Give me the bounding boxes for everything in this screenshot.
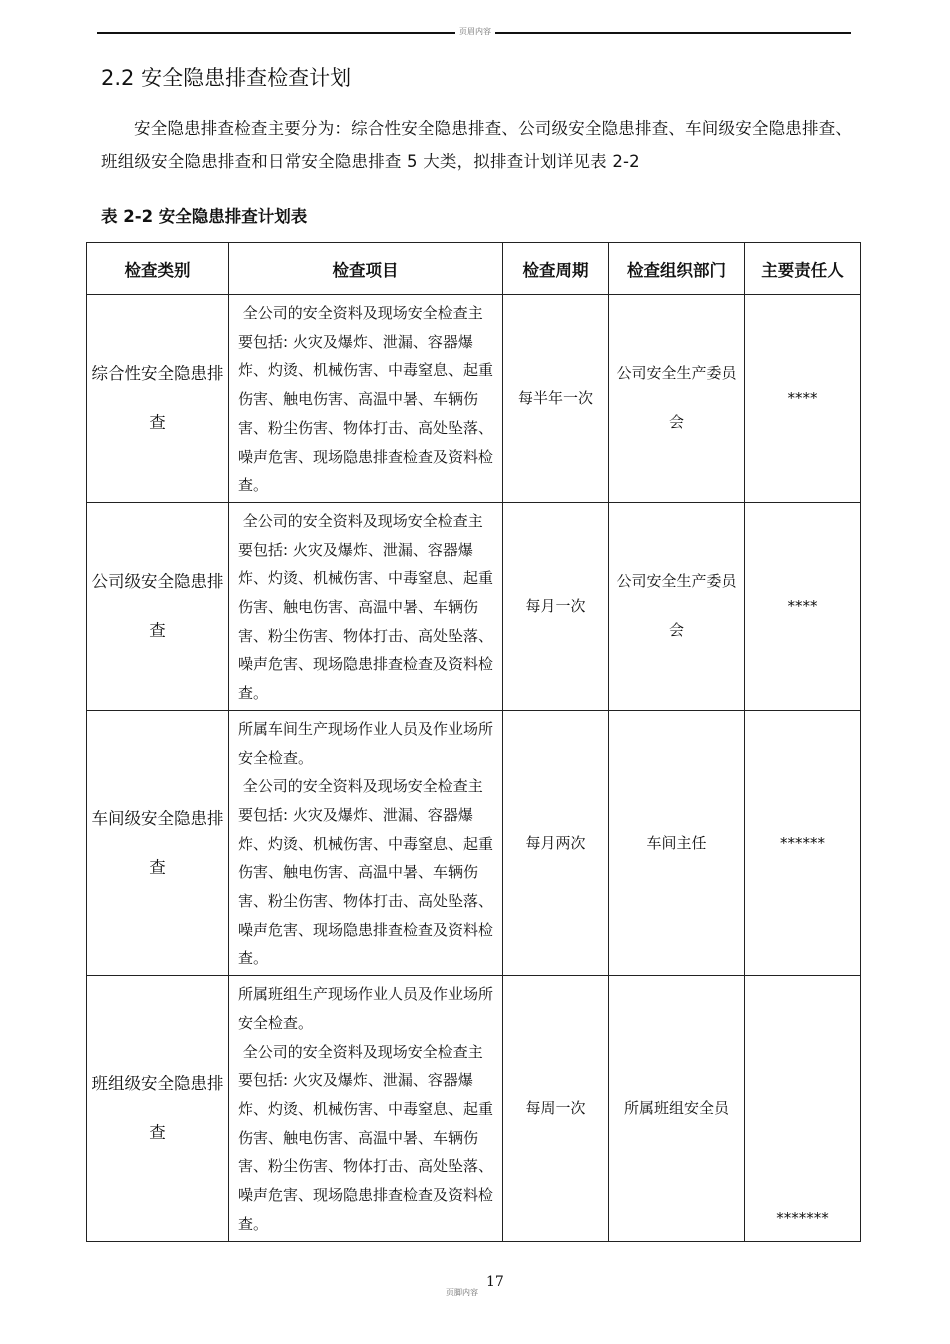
row-period: 每月两次 xyxy=(503,710,609,975)
row-period: 每半年一次 xyxy=(503,295,609,503)
row-department: 车间主任 xyxy=(609,710,745,975)
row-person: ****** xyxy=(745,710,861,975)
table-row xyxy=(87,710,861,975)
row-items xyxy=(229,295,503,503)
table-caption: 表 2-2 安全隐患排查计划表 xyxy=(101,207,308,226)
header-person: 主要责任人 xyxy=(745,243,861,295)
row-items xyxy=(229,502,503,710)
row-items xyxy=(229,976,503,1241)
row-items-pre-text: 所属班组生产现场作业人员及作业场所安全检查。 xyxy=(238,985,494,1032)
header-department: 检查组织部门 xyxy=(609,243,745,295)
table-header-row xyxy=(87,243,861,295)
header-items: 检查项目 xyxy=(229,243,503,295)
page-footer: 页脚内容 xyxy=(446,1288,478,1297)
row-category: 车间级安全隐患排查 xyxy=(87,710,229,975)
inspection-plan-table xyxy=(86,242,861,1242)
section-title: 2.2 安全隐患排查检查计划 xyxy=(101,66,352,90)
table-row xyxy=(87,976,861,1241)
row-department: 公司安全生产委员会 xyxy=(609,295,745,503)
row-category: 公司级安全隐患排查 xyxy=(87,502,229,710)
row-items-text: 全公司的安全资料及现场安全检查主要包括: 火灾及爆炸、泄漏、容器爆炸、灼烫、机械伤害、中毒窒息、起重伤害、触电伤害、高温中暑、车辆伤害、粉尘伤害、物体打击、高处坠落、噪声危害、现场隐患排查检查及资料检查。 xyxy=(238,1042,494,1233)
row-items-text: 全公司的安全资料及现场安全检查主要包括: 火灾及爆炸、泄漏、容器爆炸、灼烫、机械伤害、中毒窒息、起重伤害、触电伤害、高温中暑、车辆伤害、粉尘伤害、物体打击、高处坠落、噪声危害、现场隐患排查检查及资料检查。 xyxy=(238,511,494,703)
row-category: 班组级安全隐患排查 xyxy=(87,976,229,1241)
row-period: 每周一次 xyxy=(503,976,609,1241)
row-period: 每月一次 xyxy=(503,502,609,710)
header-category: 检查类别 xyxy=(87,243,229,295)
header-period: 检查周期 xyxy=(503,243,609,295)
row-person: **** xyxy=(745,295,861,503)
row-category: 综合性安全隐患排查 xyxy=(87,295,229,503)
table-row xyxy=(87,502,861,710)
row-department: 公司安全生产委员会 xyxy=(609,502,745,710)
row-department: 所属班组安全员 xyxy=(609,976,745,1241)
page-header-text: 页眉内容 xyxy=(455,27,495,36)
page-number: 17 xyxy=(486,1274,504,1290)
table-row xyxy=(87,295,861,503)
row-items-pre-text: 所属车间生产现场作业人员及作业场所安全检查。 xyxy=(238,719,494,767)
row-person: ******* xyxy=(745,976,861,1241)
row-items xyxy=(229,710,503,975)
row-items-text: 全公司的安全资料及现场安全检查主要包括: 火灾及爆炸、泄漏、容器爆炸、灼烫、机械伤害、中毒窒息、起重伤害、触电伤害、高温中暑、车辆伤害、粉尘伤害、物体打击、高处坠落、噪声危害、现场隐患排查检查及资料检查。 xyxy=(238,304,494,495)
row-items-text: 全公司的安全资料及现场安全检查主要包括: 火灾及爆炸、泄漏、容器爆炸、灼烫、机械伤害、中毒窒息、起重伤害、触电伤害、高温中暑、车辆伤害、粉尘伤害、物体打击、高处坠落、噪声危害、现场隐患排查检查及资料检查。 xyxy=(238,777,494,968)
row-person: **** xyxy=(745,502,861,710)
body-paragraph: 安全隐患排查检查主要分为：综合性安全隐患排查、公司级安全隐患排查、车间级安全隐患排查、班组级安全隐患排查和日常安全隐患排查 5 大类，拟排查计划详见表 2-2 xyxy=(101,119,853,171)
page-header xyxy=(0,26,950,37)
